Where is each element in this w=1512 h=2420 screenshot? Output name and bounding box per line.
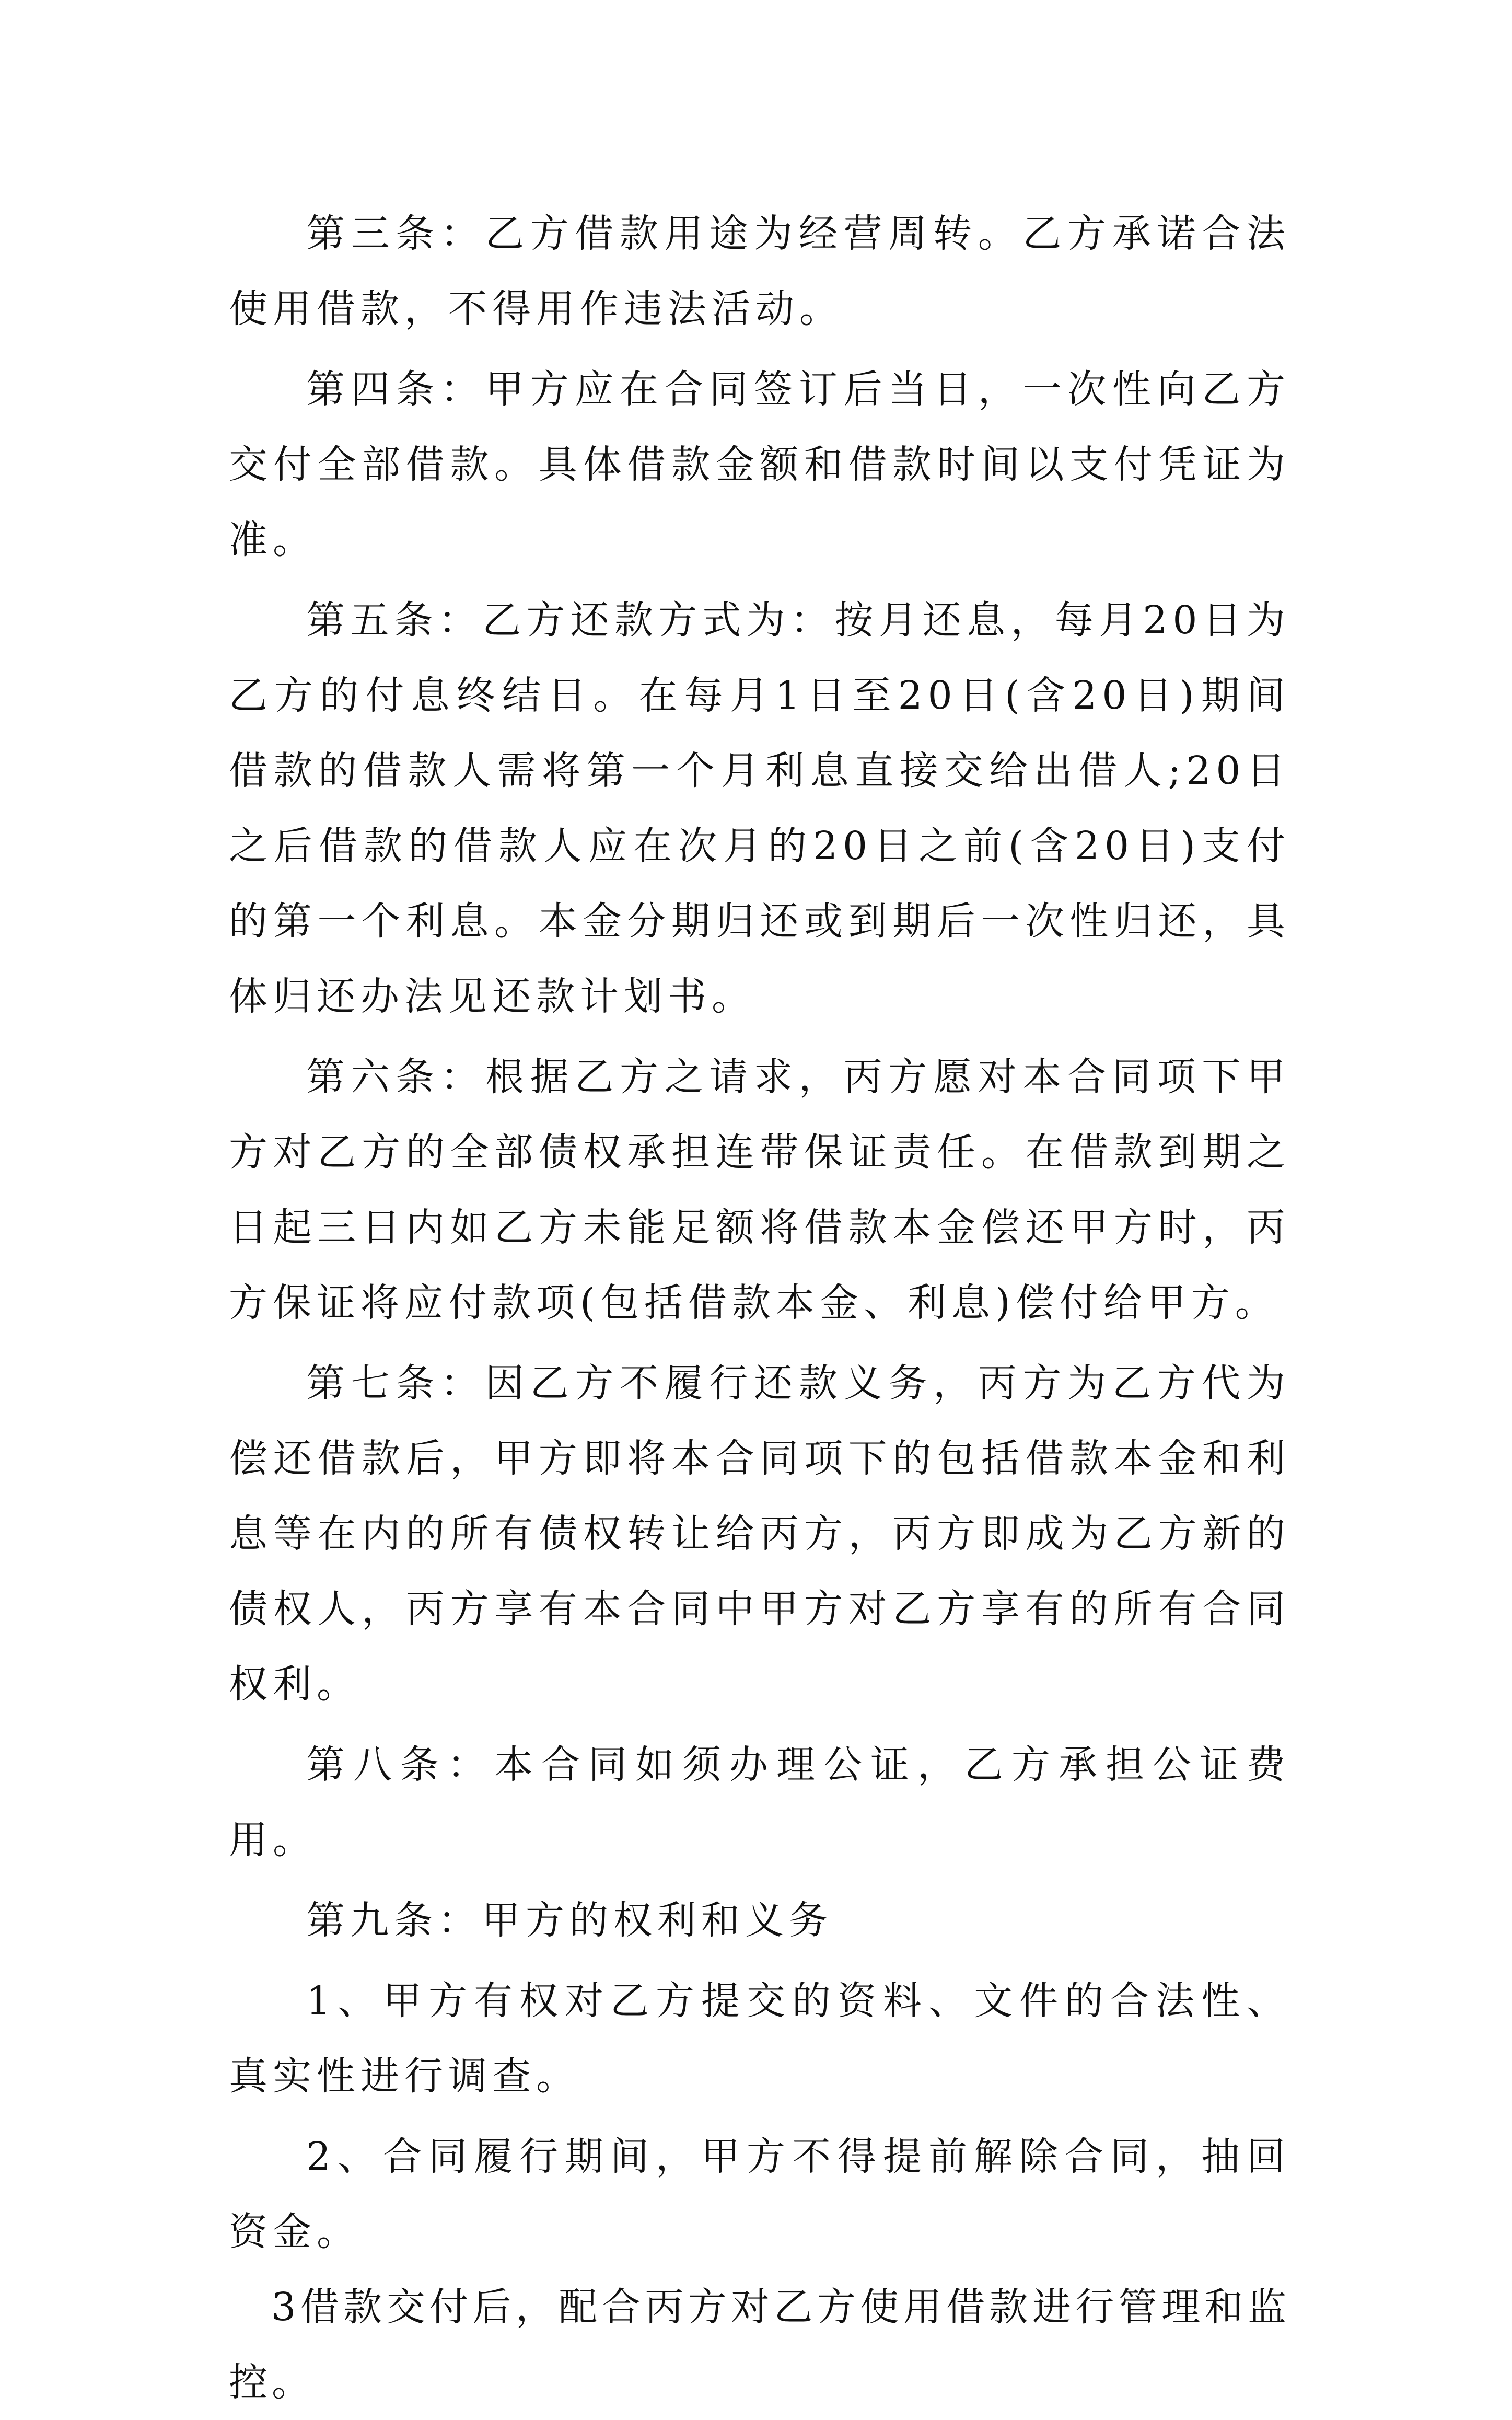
article-9-item-1: 1、甲方有权对乙方提交的资料、文件的合法性、真实性进行调查。 (229, 1978, 1290, 2099)
document-body (229, 196, 1290, 2420)
article-3-paragraph: 第三条：乙方借款用途为经营周转。乙方承诺合法使用借款，不得用作违法活动。 (229, 211, 1290, 331)
article-9-heading: 第九条：甲方的权利和义务 (306, 1898, 833, 1943)
article-9-item-3: 3借款交付后，配合丙方对乙方使用借款进行管理和监控。 (229, 2285, 1290, 2405)
article-9-item-2: 2、合同履行期间，甲方不得提前解除合同，抽回资金。 (229, 2134, 1290, 2254)
article-4-paragraph: 第四条：甲方应在合同签订后当日，一次性向乙方交付全部借款。具体借款金额和借款时间以支付凭证为准。 (229, 367, 1290, 562)
article-6-paragraph: 第六条：根据乙方之请求，丙方愿对本合同项下甲方对乙方的全部债权承担连带保证责任。在借款到期之日起三日内如乙方未能足额将借款本金偿还甲方时，丙方保证将应付款项(包括借款本金、利息)偿付给甲方。 (229, 1055, 1290, 1325)
article-5-paragraph: 第五条：乙方还款方式为：按月还息，每月20日为乙方的付息终结日。在每月1日至20日(含20日)期间借款的借款人需将第一个月利息直接交给出借人;20日之后借款的借款人应在次月的20日之前(含20日)支付的第一个利息。本金分期归还或到期后一次性归还，具体归还办法见还款计划书。 (229, 598, 1290, 1019)
article-8-paragraph: 第八条：本合同如须办理公证，乙方承担公证费用。 (229, 1742, 1290, 1862)
article-7-paragraph: 第七条：因乙方不履行还款义务，丙方为乙方代为偿还借款后，甲方即将本合同项下的包括借款本金和利息等在内的所有债权转让给丙方，丙方即成为乙方新的债权人，丙方享有本合同中甲方对乙方享有的所有合同权利。 (229, 1361, 1290, 1707)
